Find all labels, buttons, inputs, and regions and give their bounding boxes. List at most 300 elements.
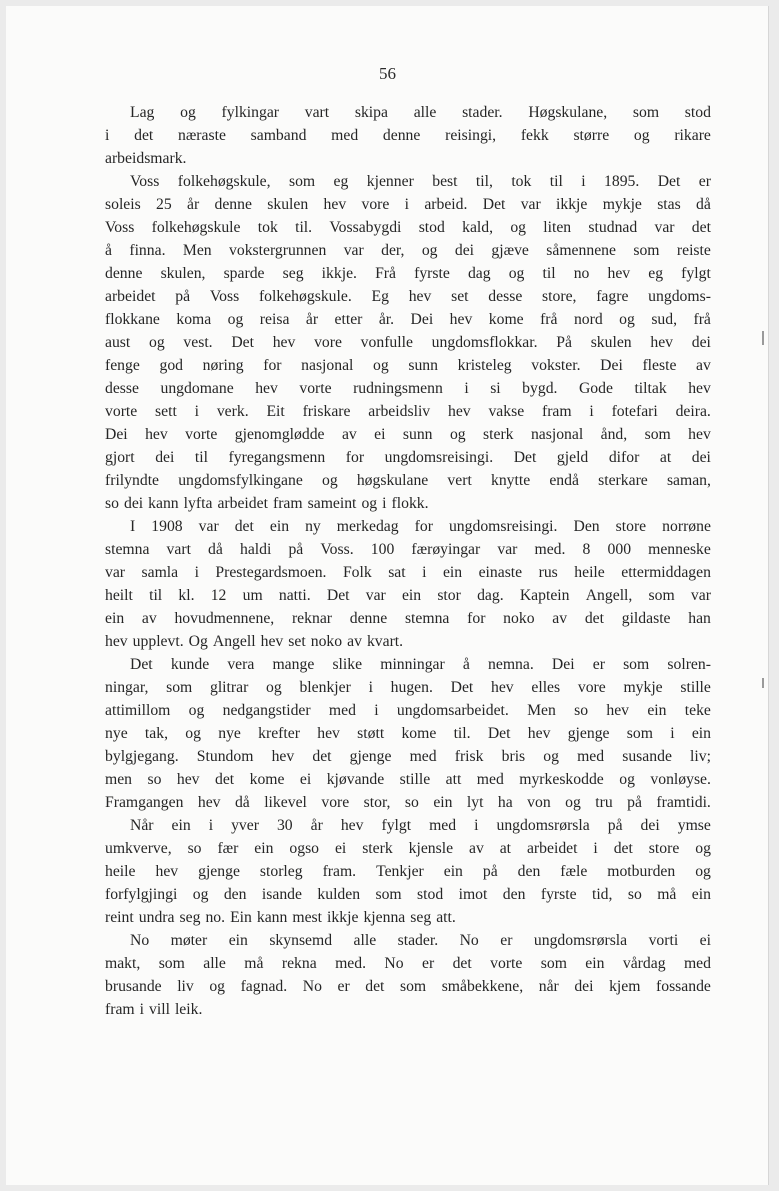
word: var: [105, 564, 126, 581]
word: vest.: [183, 334, 213, 351]
word: fram: [105, 1001, 135, 1018]
text-line: [105, 446, 711, 469]
word: og: [266, 679, 282, 696]
text-line: [105, 216, 711, 239]
text-line: [105, 768, 711, 791]
word: hev: [447, 403, 471, 420]
word: stemna: [404, 610, 450, 627]
text-line: [105, 584, 711, 607]
word: Framgangen: [105, 794, 184, 811]
word: liv: [177, 978, 194, 995]
word: som: [626, 725, 653, 742]
text-line: [105, 837, 711, 860]
text-line: [105, 492, 711, 515]
word: tok: [257, 219, 278, 236]
word: 8: [582, 541, 591, 558]
word: dei: [691, 449, 711, 466]
word: å: [462, 656, 470, 673]
text-line: [105, 400, 711, 423]
word: arbeidet: [105, 288, 156, 305]
word: nord: [573, 311, 603, 328]
word: næraste: [178, 127, 226, 144]
word: for: [345, 449, 365, 466]
word: for: [263, 357, 282, 374]
word: fyrste: [414, 265, 450, 282]
word: fylkingar: [221, 104, 280, 121]
word: på: [288, 541, 304, 558]
word: år.: [378, 311, 395, 328]
word: tak,: [144, 725, 169, 742]
word: fram.: [322, 863, 357, 880]
word: alle: [413, 104, 437, 121]
word: Det: [130, 656, 153, 673]
word: ein: [691, 886, 711, 903]
word: det: [613, 840, 633, 857]
word: ungdomsfylkingane: [178, 472, 303, 489]
text-line: [105, 469, 711, 492]
word: fleste: [642, 357, 677, 374]
word: sunn: [402, 426, 433, 443]
word: og: [373, 357, 389, 374]
word: kjensle: [408, 840, 454, 857]
word: stor,: [363, 794, 391, 811]
word: fram: [272, 495, 303, 512]
word: færøyingar: [411, 541, 481, 558]
word: sparde: [223, 265, 265, 282]
word: ogso: [289, 840, 320, 857]
word: ettermiddagen: [621, 564, 711, 581]
word: denne: [214, 196, 252, 213]
word: såmennene: [546, 242, 616, 259]
word: Det: [657, 173, 681, 190]
text-line: [105, 883, 711, 906]
body-text: [105, 101, 711, 1021]
word: kome: [401, 725, 437, 742]
book-page: [6, 6, 769, 1185]
word: rudningsmenn: [353, 380, 443, 397]
word: som: [633, 242, 660, 259]
text-line: [105, 998, 711, 1021]
word: ein: [585, 955, 605, 972]
word: år: [305, 311, 319, 328]
word: att: [445, 771, 462, 788]
word: som: [648, 587, 675, 604]
word: kome: [249, 771, 285, 788]
word: brusande: [105, 978, 162, 995]
word: Når: [130, 817, 154, 834]
word: dei: [574, 978, 594, 995]
word: i: [368, 679, 373, 696]
word: no.: [205, 909, 226, 926]
word: haldi: [239, 541, 272, 558]
word: heilt: [105, 587, 133, 604]
word: det: [312, 748, 332, 765]
word: merkedag: [336, 518, 399, 535]
word: vore: [321, 794, 350, 811]
word: i: [670, 725, 675, 742]
word: det: [452, 955, 472, 972]
word: år: [187, 196, 200, 213]
word: nasjonal: [530, 426, 584, 443]
word: No: [130, 932, 150, 949]
word: og: [188, 702, 205, 719]
word: frå: [693, 311, 711, 328]
word: glitrar: [209, 679, 249, 696]
word: gjenge: [198, 863, 240, 880]
word: Dei: [600, 357, 623, 374]
word: fagnad.: [240, 978, 288, 995]
word: ungdomane: [160, 380, 234, 397]
word: Men: [182, 242, 212, 259]
word: Frå: [375, 265, 396, 282]
word: ikkje: [327, 909, 359, 926]
word: fotefari: [611, 403, 658, 420]
word: set: [288, 633, 306, 650]
word: som: [288, 173, 316, 190]
text-line: [105, 101, 711, 124]
text-line: [105, 653, 711, 676]
word: elles: [531, 679, 561, 696]
word: kjenner: [366, 173, 414, 190]
word: Folk: [342, 564, 372, 581]
word: 000: [607, 541, 632, 558]
text-line: [105, 699, 711, 722]
word: liten: [543, 219, 572, 236]
word: som: [158, 955, 185, 972]
word: Eg: [371, 288, 389, 305]
word: med: [409, 748, 437, 765]
word: sterkare: [598, 472, 648, 489]
word: vore: [361, 196, 390, 213]
word: lyfta: [183, 495, 213, 512]
word: vokstergrunnen: [229, 242, 327, 259]
word: gjenge: [567, 725, 610, 742]
word: det: [234, 518, 254, 535]
word: susande: [622, 748, 672, 765]
word: som: [623, 656, 650, 673]
word: fenge: [105, 357, 140, 374]
word: vore: [314, 334, 342, 351]
word: Det: [231, 334, 254, 351]
page-number: 56: [379, 64, 396, 83]
word: og: [209, 978, 226, 995]
word: frisk: [454, 748, 484, 765]
word: Vossabygdi: [329, 219, 402, 236]
word: ånd,: [600, 426, 628, 443]
word: upplevt.: [132, 633, 184, 650]
word: von: [527, 794, 551, 811]
word: i: [105, 127, 110, 144]
word: arbeid.: [424, 196, 468, 213]
word: arbeidet: [217, 495, 268, 512]
word: Kaptein: [519, 587, 570, 604]
word: dei: [155, 449, 175, 466]
word: gjort: [105, 449, 135, 466]
word: den: [502, 886, 526, 903]
word: og: [421, 242, 438, 259]
text-line: [105, 561, 711, 584]
word: finna.: [129, 242, 166, 259]
word: stader.: [397, 932, 439, 949]
word: Voss: [130, 173, 160, 190]
word: på: [175, 288, 191, 305]
word: norrøne: [662, 518, 711, 535]
word: 25: [156, 196, 172, 213]
word: denne: [382, 127, 421, 144]
word: var: [497, 541, 518, 558]
word: bris: [501, 748, 526, 765]
word: kristeleg: [457, 357, 512, 374]
word: studnad: [588, 219, 638, 236]
text-line: [105, 929, 711, 952]
word: ein: [401, 587, 422, 604]
word: og: [633, 127, 650, 144]
word: som: [399, 978, 427, 995]
word: reint: [105, 909, 134, 926]
word: tru: [595, 794, 613, 811]
word: No: [302, 978, 322, 995]
word: I: [130, 518, 136, 535]
word: stas: [657, 196, 681, 213]
word: dag.: [477, 587, 504, 604]
word: arbeidsmark.: [105, 150, 187, 167]
word: desse: [105, 380, 139, 397]
text-line: [105, 722, 711, 745]
word: stille: [680, 679, 711, 696]
word: myrkeskodde: [519, 771, 604, 788]
text-line: [105, 147, 711, 170]
word: knytte: [490, 472, 531, 489]
word: reisa: [259, 311, 290, 328]
word: ungdomsrørsla: [496, 817, 590, 834]
word: liv;: [690, 748, 711, 765]
word: so: [574, 702, 589, 719]
word: til.: [453, 725, 471, 742]
word: hev: [650, 334, 674, 351]
word: nye: [105, 725, 128, 742]
word: til: [149, 587, 163, 604]
word: ein: [105, 610, 125, 627]
word: Gode: [578, 380, 613, 397]
word: stille: [399, 771, 431, 788]
word: var: [365, 587, 386, 604]
word: motburden: [607, 863, 676, 880]
word: ha: [497, 794, 513, 811]
word: fram: [541, 403, 572, 420]
word: gjæve: [491, 242, 529, 259]
word: var: [654, 219, 675, 236]
word: mykje: [623, 679, 663, 696]
word: minningar: [380, 656, 445, 673]
word: store,: [542, 288, 577, 305]
word: hev: [145, 426, 168, 443]
word: i: [374, 702, 379, 719]
word: er: [500, 932, 513, 949]
word: god: [159, 357, 183, 374]
word: reiste: [676, 242, 711, 259]
word: frilyndte: [105, 472, 160, 489]
word: ungdomsreisingi.: [448, 518, 558, 535]
word: av: [341, 426, 357, 443]
word: var: [690, 587, 711, 604]
word: Voss: [105, 219, 135, 236]
word: til: [194, 449, 208, 466]
word: ei: [374, 426, 386, 443]
word: storleg: [259, 863, 303, 880]
word: kunde: [170, 656, 210, 673]
word: den: [223, 886, 247, 903]
text-line: [105, 607, 711, 630]
word: med: [331, 127, 359, 144]
word: i: [194, 403, 200, 420]
word: den: [517, 863, 541, 880]
text-line: [105, 676, 711, 699]
word: att.: [436, 909, 456, 926]
word: det: [134, 127, 154, 144]
word: denne: [105, 265, 143, 282]
word: år: [310, 817, 323, 834]
word: høgskulane: [356, 472, 429, 489]
word: gjeld: [556, 449, 589, 466]
word: ein: [269, 518, 290, 535]
word: Høgskulane,: [528, 104, 608, 121]
word: kvart.: [366, 633, 404, 650]
word: i: [581, 173, 586, 190]
word: Stundom: [196, 748, 254, 765]
word: mest: [292, 909, 323, 926]
word: er: [698, 173, 711, 190]
word: vart: [166, 541, 191, 558]
word: store: [648, 840, 680, 857]
word: i: [404, 196, 410, 213]
word: med: [328, 702, 356, 719]
word: for: [467, 610, 486, 627]
word: nøring: [202, 357, 244, 374]
gutter-mark: [762, 678, 764, 688]
word: stemna: [105, 541, 150, 558]
word: Eit: [266, 403, 285, 420]
word: ei: [334, 840, 347, 857]
word: frå: [540, 311, 558, 328]
word: som: [375, 886, 402, 903]
word: ein: [254, 840, 274, 857]
word: No: [459, 932, 479, 949]
word: mykje: [602, 196, 642, 213]
word: og: [695, 840, 711, 857]
word: vill: [149, 1001, 170, 1018]
word: aust: [105, 334, 131, 351]
word: var: [198, 518, 219, 535]
word: store: [615, 518, 647, 535]
word: endå: [549, 472, 579, 489]
word: då: [208, 541, 223, 558]
word: fyregangsmenn: [228, 449, 326, 466]
word: 12: [210, 587, 227, 604]
word: hev: [272, 334, 296, 351]
word: Tenkjer: [376, 863, 424, 880]
word: Det: [487, 725, 511, 742]
word: er: [592, 656, 605, 673]
word: i: [589, 403, 594, 420]
word: hev: [255, 380, 278, 397]
word: si: [490, 380, 501, 397]
word: attimillom: [105, 702, 171, 719]
word: 1908: [151, 518, 183, 535]
word: hev: [323, 196, 347, 213]
word: sunn: [408, 357, 438, 374]
word: kjenna: [363, 909, 406, 926]
word: gjenomglødde: [234, 426, 325, 443]
word: stor: [437, 587, 461, 604]
word: ein: [443, 863, 463, 880]
word: med: [429, 817, 457, 834]
word: kald,: [462, 219, 494, 236]
word: nedgangstider: [222, 702, 311, 719]
word: denne: [349, 610, 388, 627]
word: nye: [218, 725, 241, 742]
text-line: [105, 423, 711, 446]
word: i: [474, 817, 479, 834]
word: blenkjer: [299, 679, 351, 696]
word: ein: [433, 794, 453, 811]
word: vakse: [488, 403, 525, 420]
word: vart: [304, 104, 330, 121]
word: og: [619, 771, 635, 788]
word: friskare: [302, 403, 351, 420]
word: Voss: [209, 288, 240, 305]
word: so: [187, 840, 202, 857]
word: nasjonal: [301, 357, 354, 374]
word: ein: [228, 932, 248, 949]
word: stader.: [462, 104, 503, 121]
word: ikkje.: [321, 265, 357, 282]
word: skipa: [354, 104, 388, 121]
word: dei: [454, 242, 475, 259]
word: flokk.: [391, 495, 429, 512]
text-line: [105, 538, 711, 561]
word: og: [192, 886, 209, 903]
word: eg: [333, 173, 349, 190]
word: i: [208, 817, 214, 834]
word: kann: [148, 495, 179, 512]
word: sameint: [307, 495, 357, 512]
word: av: [468, 840, 484, 857]
word: fær: [217, 840, 239, 857]
word: av: [141, 610, 157, 627]
word: Ein: [230, 909, 252, 926]
word: skulen: [590, 334, 632, 351]
word: støtt: [357, 725, 385, 742]
word: dei: [640, 817, 660, 834]
word: seg: [179, 909, 201, 926]
word: med: [577, 748, 605, 765]
word: må: [244, 955, 264, 972]
word: samband: [250, 127, 307, 144]
text-line: [105, 745, 711, 768]
word: i: [422, 564, 427, 581]
word: småbekkene,: [441, 978, 524, 995]
word: vorti: [648, 932, 679, 949]
word: ein: [691, 725, 711, 742]
word: arbeidsliv: [368, 403, 431, 420]
word: dei: [691, 334, 711, 351]
word: hev: [197, 794, 221, 811]
word: natti.: [278, 587, 311, 604]
word: slike: [332, 656, 363, 673]
word: kl.: [178, 587, 195, 604]
word: best: [432, 173, 458, 190]
word: einaste: [478, 564, 523, 581]
